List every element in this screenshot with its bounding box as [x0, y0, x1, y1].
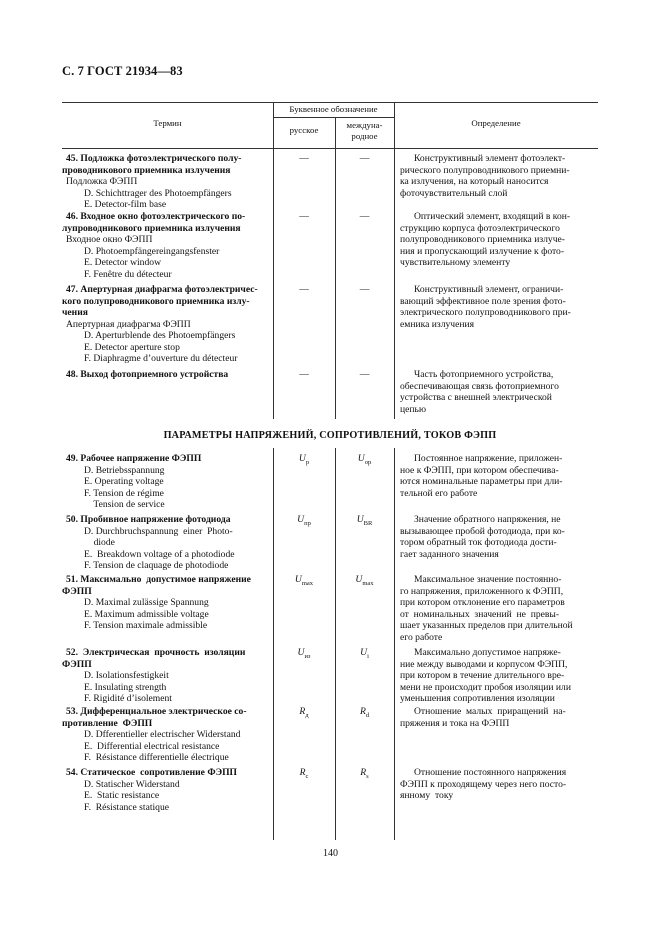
term-entry-50	[62, 514, 272, 572]
definition-line: чувствительному элементу	[400, 257, 511, 268]
term-title-line: 52. Электрическая прочность изоляции	[66, 647, 246, 658]
term-foreign: D. Maximal zulässige Spannung	[84, 597, 209, 608]
definition-line: цепью	[400, 403, 427, 415]
definition-line: шает указанных пределов при длительной	[400, 620, 573, 631]
ru-symbol-45: —	[299, 153, 309, 164]
definition-line: тором обратный ток фотодиода дости-	[400, 537, 557, 548]
definition-line: янному току	[400, 790, 454, 801]
term-foreign: D. Dfferentieller electrischer Widerstand	[84, 729, 241, 740]
header-letter-designation: Буквенное обозначение	[289, 104, 378, 114]
term-entry-49	[62, 453, 272, 511]
ru-symbol-53: $R_д$	[299, 706, 309, 719]
definition-line: обеспечивающая связь фотоприемного	[400, 380, 559, 392]
definition-line: Часть фотоприемного устройства,	[414, 369, 554, 380]
term-title-line: противление ФЭПП	[62, 717, 153, 729]
definition-line: его работе	[400, 631, 443, 643]
definition-line: Значение обратного напряжения, не	[414, 514, 561, 525]
header-international-line1: междуна-	[346, 120, 383, 130]
term-title-line: 53. Дифференциальное электрическое со-	[66, 706, 247, 717]
definition-line: го напряжения, приложенного к ФЭПП,	[400, 585, 564, 597]
int-symbol-49: $U_{op}$	[357, 453, 372, 466]
term-entry-47	[62, 284, 272, 365]
ru-symbol-46: —	[299, 211, 309, 222]
term-foreign: F. Tension de claquage de photodiode	[84, 560, 229, 571]
term-foreign: E. Maximum admissible voltage	[84, 608, 209, 620]
definition-line: Оптический элемент, входящий в кон-	[414, 211, 571, 222]
term-ru-abbr: Входное окно ФЭПП	[66, 234, 153, 245]
int-symbol-54: $R_s$	[360, 767, 369, 780]
definition-line: Максимальное значение постоянно-	[414, 574, 562, 585]
ru-symbol-50: $U_{пр}$	[297, 514, 311, 527]
definition-line: Конструктивный элемент, ограничи-	[414, 284, 564, 295]
definition-line: устройства с внешней электрической	[400, 392, 552, 403]
term-title-line: 48. Выход фотоприемного устройства	[66, 369, 229, 380]
definition-line: ное к ФЭПП, при котором обеспечива-	[400, 464, 559, 476]
term-foreign: D. Schichttrager des Photoempfängers	[84, 187, 232, 199]
page-number: 140	[323, 848, 338, 859]
definition-line: вающий эффективное поле зрения фото-	[400, 295, 566, 307]
definition-48	[400, 369, 598, 415]
term-foreign: E. Detector-film base	[84, 199, 167, 210]
table-header-bottom-rule	[62, 148, 598, 149]
definition-line: фоточувствительный слой	[400, 187, 508, 199]
definition-line: ние между выводами и корпусом ФЭПП,	[400, 658, 568, 670]
ru-symbol-48: —	[299, 369, 309, 380]
term-foreign: F. Fenêtre du détecteur	[84, 268, 172, 280]
term-foreign: E. Insulating strength	[84, 681, 167, 693]
col-divider-3-top	[394, 102, 395, 419]
term-entry-46	[62, 211, 272, 280]
term-foreign: D. Aperturblende des Photoempfängers	[84, 330, 236, 341]
definition-line: вызывающее пробой фотодиода, при ко-	[400, 525, 565, 537]
term-title-line: лупроводникового приемника излучения	[62, 222, 241, 234]
term-title-line: 54. Статическое сопротивление ФЭПП	[66, 767, 238, 778]
int-symbol-50: $U_{BR}$	[356, 514, 373, 527]
term-entry-45	[62, 153, 272, 211]
term-foreign: E. Breakdown voltage of a photodiode	[84, 548, 235, 560]
int-symbol-46: —	[359, 211, 370, 222]
term-foreign: D. Statischer Widerstand	[84, 778, 180, 790]
col-divider-2-bottom	[335, 448, 336, 840]
definition-line: Максимально допустимое напряже-	[414, 647, 561, 658]
term-foreign: diode	[84, 537, 115, 548]
header-international-line2: родное	[351, 131, 378, 141]
definition-line: Отношение малых приращений на-	[414, 706, 566, 717]
term-title-line: чения	[62, 307, 88, 318]
term-foreign: E. Detector aperture stop	[84, 341, 180, 353]
term-foreign: E. Differential electrical resistance	[84, 740, 220, 752]
header-term: Термин	[153, 118, 182, 128]
int-symbol-48: —	[359, 369, 370, 380]
term-title-line: ФЭПП	[62, 658, 92, 670]
term-foreign: D. Photoempfängereingangsfenster	[84, 245, 220, 257]
definition-line: от номинальных значений не превы-	[400, 608, 560, 620]
definition-51	[400, 574, 598, 643]
term-foreign: F. Rigidité d’isolement	[84, 693, 172, 704]
definition-line: Отношение постоянного напряжения	[414, 767, 567, 778]
term-title-line: 47. Апертурная диафрагма фотоэлектричес-	[66, 284, 258, 295]
definition-line: тельной его работе	[400, 487, 478, 499]
definition-line: уменьшения сопротивления изоляции	[400, 693, 555, 704]
term-foreign: F. Tension de régime	[84, 487, 164, 499]
definition-47	[400, 284, 598, 330]
term-title-line: кого полупроводникового приемника излу-	[62, 295, 250, 307]
ru-symbol-52: $U_{из}$	[297, 647, 311, 660]
term-foreign: Tension de service	[84, 499, 165, 510]
definition-line: Конструктивный элемент фотоэлект-	[414, 153, 566, 164]
int-symbol-47: —	[359, 284, 370, 295]
definition-52	[400, 647, 598, 705]
ru-symbol-49: $U_р$	[298, 453, 310, 466]
definition-53	[400, 706, 598, 729]
int-symbol-51: $U_{max}$	[355, 574, 374, 587]
definition-line: емника излучения	[400, 318, 475, 330]
term-foreign: D. Durchbruchspannung einer Photo-	[84, 525, 233, 537]
definition-46	[400, 211, 598, 269]
definition-49	[400, 453, 598, 499]
term-foreign: E. Operating voltage	[84, 476, 164, 487]
definition-line: ФЭПП к проходящему через него посто-	[400, 778, 567, 790]
definition-line: гает заданного значения	[400, 548, 499, 560]
ru-symbol-51: $U_{max}$	[294, 574, 314, 587]
term-ru-abbr: Подложка ФЭПП	[66, 176, 138, 187]
term-title-line: 51. Максимально допустимое напряжение	[66, 574, 251, 585]
table-top-rule	[62, 102, 598, 103]
term-entry-52	[62, 647, 272, 705]
definition-line: пряжения и тока на ФЭПП	[400, 717, 510, 729]
definition-50	[400, 514, 598, 560]
term-foreign: F. Résistance differentielle électrique	[84, 752, 229, 763]
int-symbol-52: $U_i$	[360, 647, 369, 660]
ru-symbol-47: —	[299, 284, 309, 295]
section-title: ПАРАМЕТРЫ НАПРЯЖЕНИЙ, СОПРОТИВЛЕНИЙ, ТОКОВ ФЭПП	[163, 430, 497, 441]
term-ru-abbr: Апертурная диафрагма ФЭПП	[66, 318, 191, 330]
int-symbol-53: $R_d$	[359, 706, 370, 719]
term-title-line: проводникового приемника излучения	[62, 164, 231, 176]
definition-line: струкцию корпуса фотоэлектрического	[400, 222, 560, 234]
header-russian: русское	[289, 125, 319, 135]
term-title-line: 46. Входное окно фотоэлектрического по-	[66, 211, 246, 222]
definition-line: полупроводникового приемника излуче-	[400, 234, 565, 245]
col-divider-1-bottom	[273, 448, 274, 840]
term-entry-53	[62, 706, 272, 764]
term-entry-54	[62, 767, 272, 813]
letter-designation-rule	[273, 117, 394, 118]
header-international	[335, 120, 394, 142]
term-foreign: E. Static resistance	[84, 790, 160, 801]
col-divider-3-bottom	[394, 448, 395, 840]
definition-line: при котором в течение длительного вре-	[400, 670, 565, 681]
term-title-line: 50. Пробивное напряжение фотодиода	[66, 514, 231, 525]
term-foreign: F. Diaphragme d’ouverture du détecteur	[84, 353, 238, 364]
term-title-line: ФЭПП	[62, 585, 92, 597]
term-foreign: F. Tension maximale admissible	[84, 620, 208, 631]
term-title-line: 45. Подложка фотоэлектрического полу-	[66, 153, 242, 164]
term-foreign: D. Isolationsfestigkeit	[84, 670, 169, 681]
definition-line: ются номинальные параметры при дли-	[400, 476, 563, 487]
definition-line: ния и пропускающий излучение к фото-	[400, 245, 565, 257]
term-foreign: D. Betriebsspannung	[84, 464, 165, 476]
term-entry-51	[62, 574, 272, 632]
definition-line: при котором отклонение его параметров	[400, 597, 565, 608]
int-symbol-45: —	[359, 153, 370, 164]
definition-line: Постоянное напряжение, приложен-	[414, 453, 563, 464]
term-foreign: E. Detector window	[84, 257, 161, 268]
page-header: С. 7 ГОСТ 21934—83	[62, 64, 183, 78]
definition-line: рического полупроводникового приемни-	[400, 164, 570, 176]
term-foreign: F. Résistance statique	[84, 801, 170, 813]
definition-45	[400, 153, 598, 199]
term-title-line: 49. Рабочее напряжение ФЭПП	[66, 453, 202, 464]
definition-line: ка излучения, на который наносится	[400, 176, 549, 187]
term-entry-48	[62, 369, 272, 381]
header-definition: Определение	[471, 118, 521, 128]
definition-line: мени не происходит пробоя изоляции или	[400, 681, 571, 693]
definition-line: электрического полупроводникового при-	[400, 307, 571, 318]
ru-symbol-54: $R_с$	[299, 767, 309, 780]
definition-54	[400, 767, 598, 802]
